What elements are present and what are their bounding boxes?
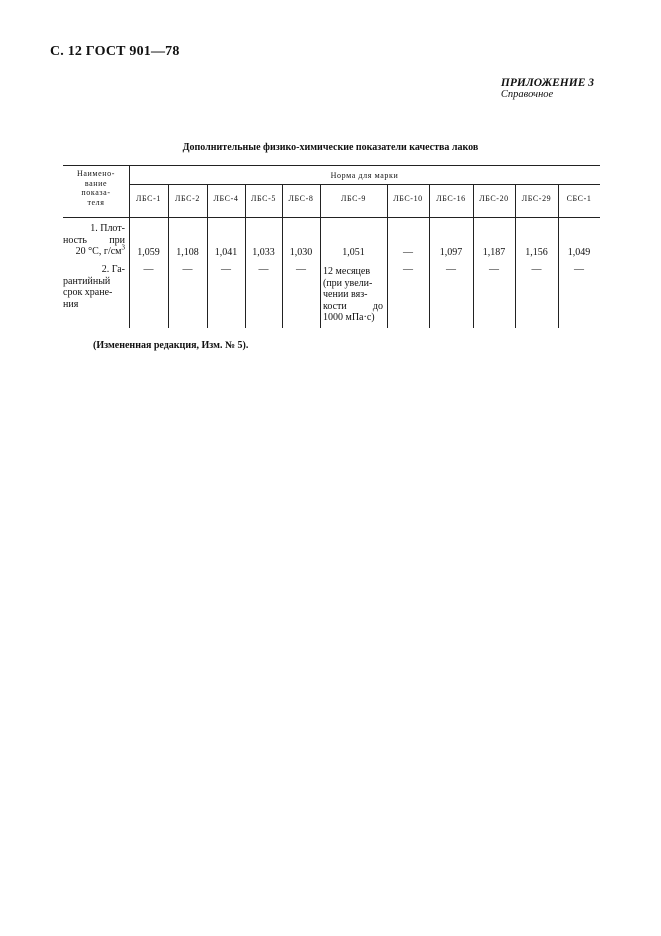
grade-header: ЛБС-5 xyxy=(251,194,276,203)
table-title: Дополнительные физико-химические показатели качества лаков xyxy=(182,142,479,153)
row-name-line: срок хране- xyxy=(63,287,113,298)
unit-superscript: 3 xyxy=(121,243,125,252)
density-value: 1,059 xyxy=(137,247,160,258)
header-name-line: Наимено- xyxy=(77,169,115,178)
density-value: 1,108 xyxy=(176,247,199,258)
row-name-line: рантийный xyxy=(63,275,111,287)
density-value: — xyxy=(403,247,413,258)
lbs9-line: 12 месяцев xyxy=(323,266,371,277)
header-name-line: вание xyxy=(84,178,108,188)
density-value: 1,033 xyxy=(252,247,275,258)
appendix-title: ПРИЛОЖЕНИЕ 3 xyxy=(500,77,594,89)
row-name-line xyxy=(63,243,125,258)
grade-header: ЛБС-2 xyxy=(175,194,200,203)
warranty-value: — xyxy=(221,264,231,275)
density-value: 1,030 xyxy=(289,247,313,258)
header-name-line: теля xyxy=(87,197,105,207)
page-header: С. 12 ГОСТ 901—78 xyxy=(50,44,180,59)
density-value: 1,041 xyxy=(214,247,238,258)
warranty-value: — xyxy=(574,264,584,275)
grade-header: ЛБС-1 xyxy=(136,194,161,203)
density-value: 1,051 xyxy=(342,247,365,258)
header-norm: Норма для марки xyxy=(330,171,399,180)
header-name-line: показа- xyxy=(81,188,111,197)
grade-header: ЛБС-29 xyxy=(521,194,552,203)
warranty-value: — xyxy=(258,264,269,275)
warranty-value: — xyxy=(182,264,193,275)
warranty-value: — xyxy=(403,264,413,275)
density-value: 1,156 xyxy=(525,247,548,258)
row-warranty-name xyxy=(63,264,125,310)
grade-header: ЛБС-10 xyxy=(393,194,423,203)
warranty-value: — xyxy=(143,264,154,275)
lbs9-line xyxy=(323,301,383,313)
density-value: 1,187 xyxy=(482,247,506,258)
rule-header-bottom xyxy=(63,217,600,218)
amendment-note: (Измененная редакция, Изм. № 5). xyxy=(93,340,249,351)
warranty-lbs9-value xyxy=(323,266,383,324)
warranty-value: — xyxy=(531,264,542,275)
row-name-word: при xyxy=(109,234,125,246)
row-name-line: 1. Плот- xyxy=(90,223,125,234)
grade-header: ЛБС-4 xyxy=(213,194,239,203)
lbs9-line: (при увели- xyxy=(323,277,373,289)
row-name-word: ность xyxy=(63,234,87,246)
rule-under-norm xyxy=(129,184,600,185)
row-name-line: 2. Га- xyxy=(101,264,125,275)
row-name-line: ния xyxy=(63,298,79,310)
grade-header: ЛБС-8 xyxy=(288,194,314,203)
warranty-value: — xyxy=(489,264,499,275)
grade-header: ЛБС-16 xyxy=(436,194,466,203)
lbs9-word: кости xyxy=(323,300,347,312)
lbs9-line: 1000 мПа·с) xyxy=(323,312,375,323)
warranty-value: — xyxy=(446,264,456,275)
density-value: 1,097 xyxy=(439,247,463,258)
grade-header: ЛБС-20 xyxy=(479,194,509,203)
grade-header: СБС-1 xyxy=(566,194,592,203)
row-name-line xyxy=(63,235,125,247)
density-value: 1,049 xyxy=(567,247,591,258)
warranty-value: — xyxy=(296,264,306,275)
header-indicator-name xyxy=(63,169,129,207)
appendix-subtitle: Справочное xyxy=(500,89,554,100)
grade-header: ЛБС-9 xyxy=(341,194,366,203)
lbs9-word: до xyxy=(372,300,383,312)
rule-top xyxy=(63,165,600,166)
lbs9-line: чении вяз- xyxy=(323,289,368,300)
row-name-text: 20 °С, г/см xyxy=(75,246,122,257)
appendix-block xyxy=(501,77,594,100)
row-density-name xyxy=(63,223,125,258)
